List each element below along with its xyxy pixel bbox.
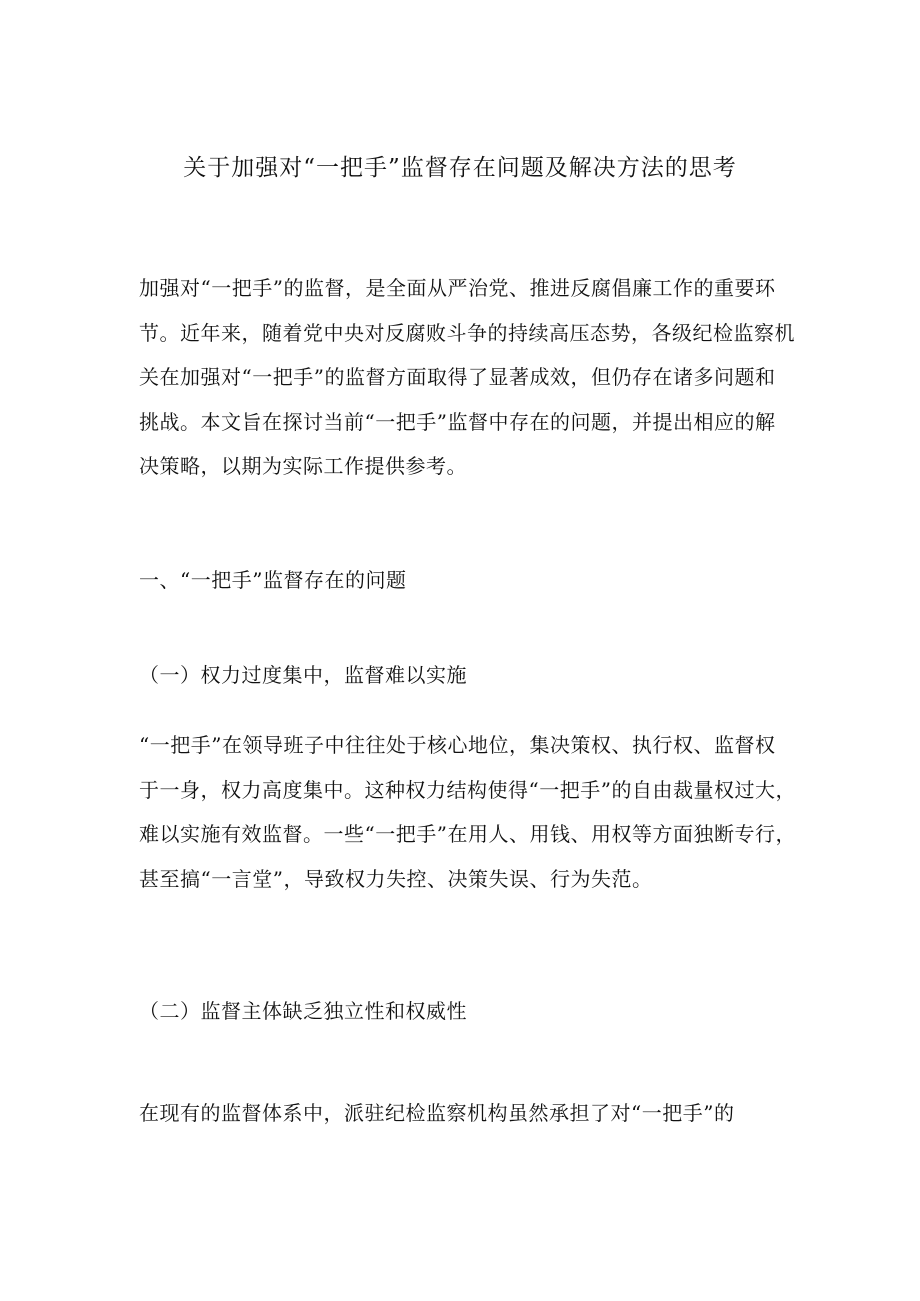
subsection-1-paragraph xyxy=(139,723,796,901)
document-title: 关于加强对“一把手”监督存在问题及解决方法的思考 xyxy=(183,155,737,181)
intro-line: 加强对“一把手”的监督，是全面从严治党、推进反腐倡廉工作的重要环 xyxy=(139,276,776,300)
intro-line: 决策略，以期为实际工作提供参考。 xyxy=(139,454,467,478)
paragraph-line: 甚至搞“一言堂”，导致权力失控、决策失误、行为失范。 xyxy=(139,866,653,891)
paragraph-line: 在现有的监督体系中，派驻纪检监察机构虽然承担了对“一把手”的 xyxy=(139,1101,735,1125)
section-heading-1: 一、“一把手”监督存在的问题 xyxy=(139,568,407,592)
intro-line: 挑战。本文旨在探讨当前“一把手”监督中存在的问题，并提出相应的解 xyxy=(139,409,776,434)
intro-paragraph xyxy=(139,266,795,489)
intro-line: 关在加强对“一把手”的监督方面取得了显著成效，但仍存在诸多问题和 xyxy=(139,365,776,389)
paragraph-line: 于一身，权力高度集中。这种权力结构使得“一把手”的自由裁量权过大， xyxy=(139,777,796,802)
subsection-2-paragraph xyxy=(139,1091,784,1136)
paragraph-line: “一把手”在领导班子中往往处于核心地位，集决策权、执行权、监督权 xyxy=(139,733,776,757)
paragraph-line: 难以实施有效监督。一些“一把手”在用人、用钱、用权等方面独断专行， xyxy=(139,822,796,846)
subsection-heading-1: （一）权力过度集中，监督难以实施 xyxy=(139,663,467,687)
intro-line: 节。近年来，随着党中央对反腐败斗争的持续高压态势，各级纪检监察机 xyxy=(139,320,795,345)
subsection-heading-2: （二）监督主体缺乏独立性和权威性 xyxy=(139,999,467,1023)
